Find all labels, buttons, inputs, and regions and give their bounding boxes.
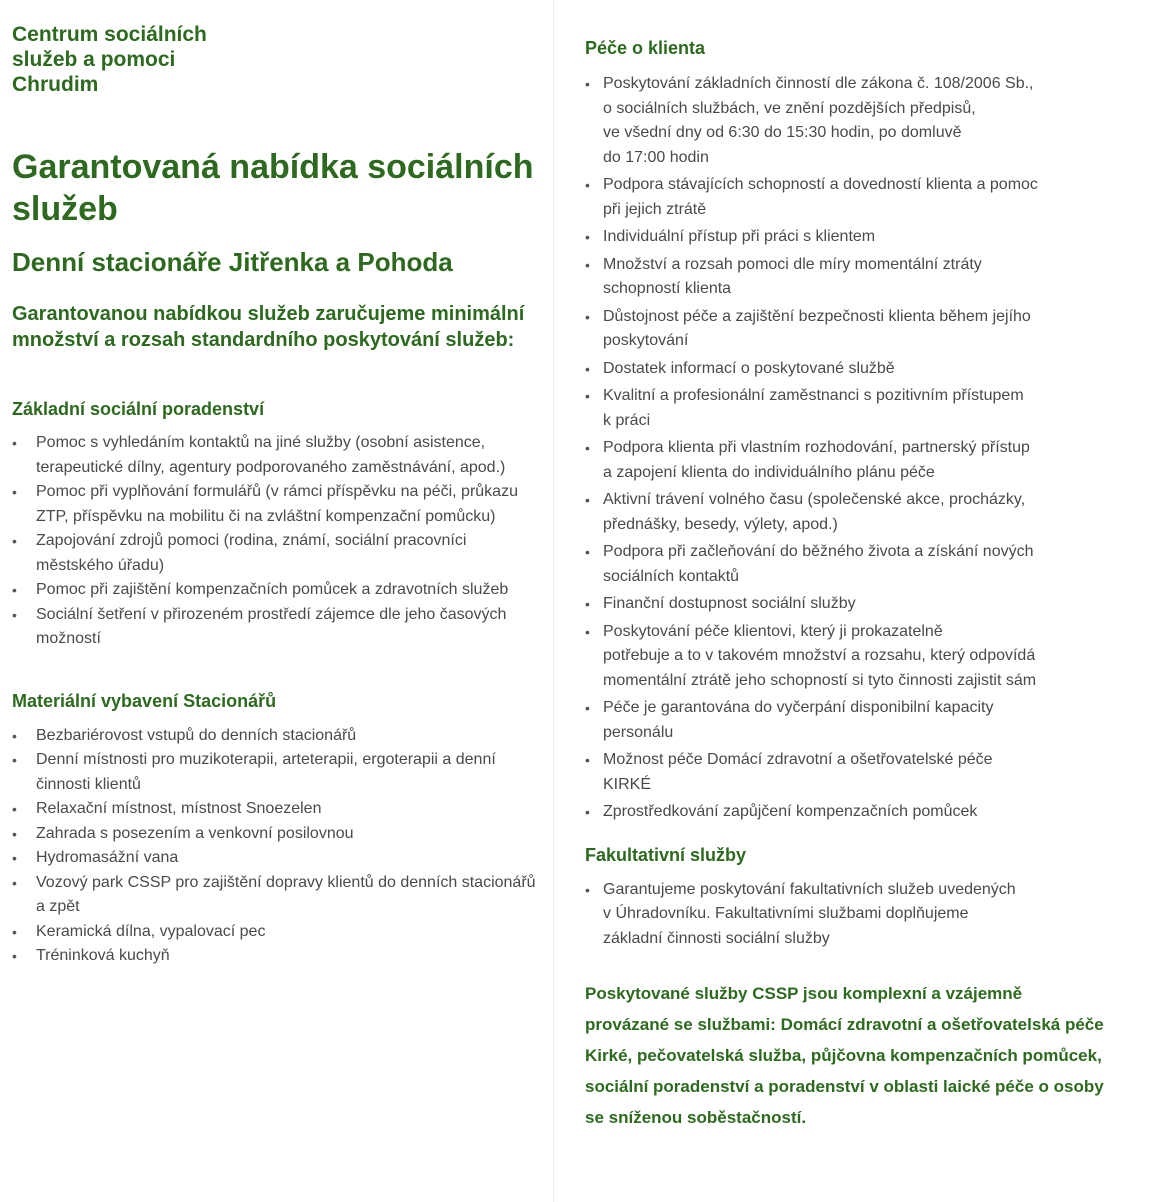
list-item: • Podpora klienta při vlastním rozhodování, partnerský přístup a zapojení klienta do individuálního plánu péče [585, 436, 1145, 485]
list-item: • Podpora při začleňování do běžného života a získání nových sociálních kontaktů [585, 540, 1145, 589]
list-item: • Péče je garantována do vyčerpání disponibilní kapacity personálu [585, 696, 1145, 745]
section-pece [585, 36, 1145, 825]
list-item: • Množství a rozsah pomoci dle míry momentální ztráty schopností klienta [585, 253, 1145, 302]
org-name [12, 22, 542, 97]
list-item: • Poskytování základních činností dle zákona č. 108/2006 Sb., o sociálních službách, ve znění pozdějších předpisů, ve všední dny od 6:30 do 15:30 hodin, po domluvě do 17:00 hodin [585, 72, 1145, 170]
intro-statement: Garantovanou nabídkou služeb zaručujeme minimální množství a rozsah standardního poskytování služeb: [12, 303, 525, 351]
list-item: • Keramická dílna, vypalovací pec [12, 920, 542, 945]
list-item: • Zapojování zdrojů pomoci (rodina, známí, sociální pracovníci městského úřadu) [12, 529, 542, 578]
closing-statement: Poskytované služby CSSP jsou komplexní a vzájemně provázané se službami: Domácí zdravotní a ošetřovatelská péče Kirké, pečovatelská služba, půjčovna kompenzačních pomůcek, sociální poradenství a poradenství v oblasti laické péče o osoby se sníženou soběstačností. [585, 984, 1104, 1127]
page-title: Garantovaná nabídka sociálních služeb [12, 148, 534, 228]
column-divider [553, 0, 554, 1202]
list-item: • Dostatek informací o poskytované službě [585, 357, 1145, 382]
list-item: • Možnost péče Domácí zdravotní a ošetřovatelské péče KIRKÉ [585, 748, 1145, 797]
list-item: • Kvalitní a profesionální zaměstnanci s pozitivním přístupem k práci [585, 384, 1145, 433]
list-item: • Pomoc s vyhledáním kontaktů na jiné služby (osobní asistence, terapeutické dílny, agentury podporovaného zaměstnávání, apod.) [12, 431, 542, 480]
list-item: • Poskytování péče klientovi, který ji prokazatelně potřebuje a to v takovém množství a rozsahu, který odpovídá momentální ztrátě jeho schopností si tyto činnosti zajistit sám [585, 620, 1145, 694]
right-column [585, 36, 1145, 1133]
list-item: • Vozový park CSSP pro zajištění dopravy klientů do denních stacionářů a zpět [12, 871, 542, 920]
list-item: • Denní místnosti pro muzikoterapii, arteterapii, ergoterapii a denní činnosti klientů [12, 748, 542, 797]
list-item: • Pomoc při zajištění kompenzačních pomůcek a zdravotních služeb [12, 578, 542, 603]
list-item: • Finanční dostupnost sociální služby [585, 592, 1145, 617]
list-item: • Individuální přístup při práci s klientem [585, 225, 1145, 250]
section-poradenstvi [12, 397, 542, 652]
section-heading: Péče o klienta [585, 38, 706, 58]
list-item: • Sociální šetření v přirozeném prostředí zájemce dle jeho časových možností [12, 603, 542, 652]
list-item: • Tréninková kuchyň [12, 944, 542, 969]
bullet-list [585, 72, 1145, 825]
list-item: • Zprostředkování zapůjčení kompenzačních pomůcek [585, 800, 1145, 825]
bullet-list [585, 878, 1145, 952]
list-item: • Hydromasážní vana [12, 846, 542, 871]
page-subtitle: Denní stacionáře Jitřenka a Pohoda [12, 247, 453, 277]
list-item: • Zahrada s posezením a venkovní posilovnou [12, 822, 542, 847]
list-item: • Důstojnost péče a zajištění bezpečnosti klienta během jejího poskytování [585, 305, 1145, 354]
list-item: • Relaxační místnost, místnost Snoezelen [12, 797, 542, 822]
section-heading: Materiální vybavení Stacionářů [12, 690, 277, 711]
list-item: • Aktivní trávení volného času (společenské akce, procházky, přednášky, besedy, výlety, apod.) [585, 488, 1145, 537]
list-item: • Podpora stávajících schopností a dovedností klienta a pomoc při jejich ztrátě [585, 173, 1145, 222]
list-item: • Garantujeme poskytování fakultativních služeb uvedených v Úhradovníku. Fakultativními službami doplňujeme základní činnosti sociální služby [585, 878, 1145, 952]
section-vybaveni [12, 689, 542, 969]
section-heading: Základní sociální poradenství [12, 399, 265, 419]
section-fakultativni [585, 843, 1145, 952]
org-name-line-2: služeb a pomoci [12, 48, 176, 71]
left-column [12, 22, 542, 969]
bullet-list [12, 431, 542, 652]
bullet-list [12, 724, 542, 969]
list-item: • Pomoc při vyplňování formulářů (v rámci příspěvku na péči, průkazu ZTP, příspěvku na mobilitu či na zvláštní kompenzační pomůcku) [12, 480, 542, 529]
org-name-line-1: Centrum sociálních [12, 23, 207, 46]
list-item: • Bezbariérovost vstupů do denních stacionářů [12, 724, 542, 749]
org-name-line-3: Chrudim [12, 73, 99, 96]
section-heading: Fakultativní služby [585, 844, 747, 865]
